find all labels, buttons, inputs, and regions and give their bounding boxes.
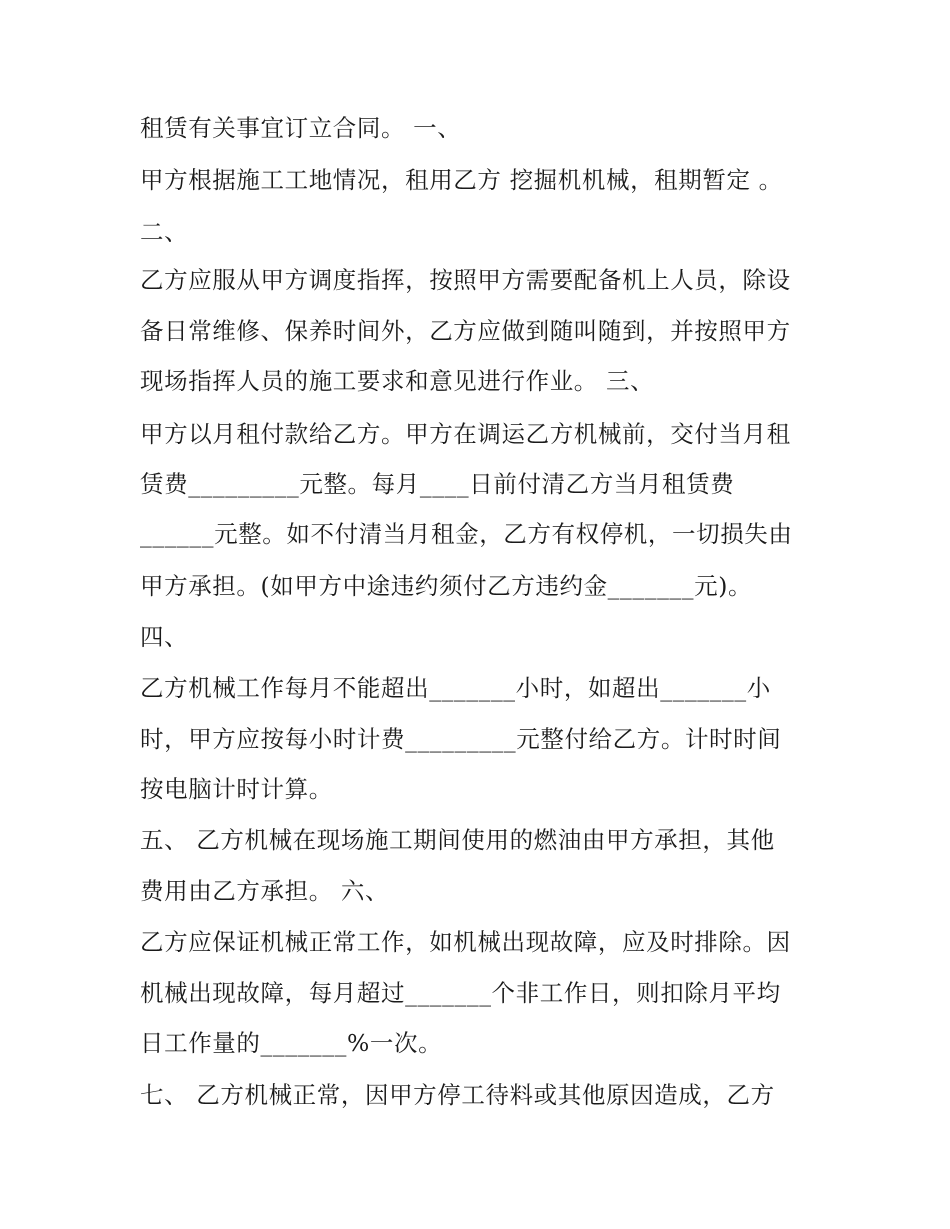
text-line-20: 七、 乙方机械正常，因甲方停工待料或其他原因造成，乙方: [140, 1081, 775, 1109]
text-line-10: 甲方承担。(如甲方中途违约须付乙方违约金_______元)。: [140, 572, 753, 600]
text-line-9: ______元整。如不付清当月租金，乙方有权停机，一切损失由: [140, 520, 793, 548]
text-line-1: 租赁有关事宜订立合同。 一、: [140, 114, 462, 142]
text-line-17: 乙方应保证机械正常工作，如机械出现故障，应及时排除。因: [140, 928, 791, 956]
text-line-13: 时，甲方应按每小时计费_________元整付给乙方。计时时间: [140, 725, 782, 753]
text-line-8: 赁费_________元整。每月____日前付清乙方当月租赁费: [140, 470, 735, 498]
text-line-14: 按电脑计时计算。: [140, 775, 333, 803]
text-line-12: 乙方机械工作每月不能超出_______小时，如超出_______小: [140, 674, 771, 702]
text-line-5: 备日常维修、保养时间外，乙方应做到随叫随到，并按照甲方: [140, 317, 791, 345]
text-line-16: 费用由乙方承担。 六、: [140, 877, 390, 905]
text-line-18: 机械出现故障，每月超过_______个非工作日，则扣除月平均: [140, 979, 781, 1007]
text-line-2: 甲方根据施工工地情况，租用乙方 挖掘机机械，租期暂定 。: [140, 166, 783, 194]
text-line-4: 乙方应服从甲方调度指挥，按照甲方需要配备机上人员，除设: [140, 266, 791, 294]
text-line-6: 现场指挥人员的施工要求和意见进行作业。 三、: [140, 367, 655, 395]
text-line-3: 二、: [140, 218, 189, 246]
text-line-19: 日工作量的_______%一次。: [140, 1029, 443, 1057]
text-line-15: 五、 乙方机械在现场施工期间使用的燃油由甲方承担，其他: [140, 826, 775, 854]
text-line-11: 四、: [140, 623, 189, 651]
text-line-7: 甲方以月租付款给乙方。甲方在调运乙方机械前，交付当月租: [140, 420, 791, 448]
